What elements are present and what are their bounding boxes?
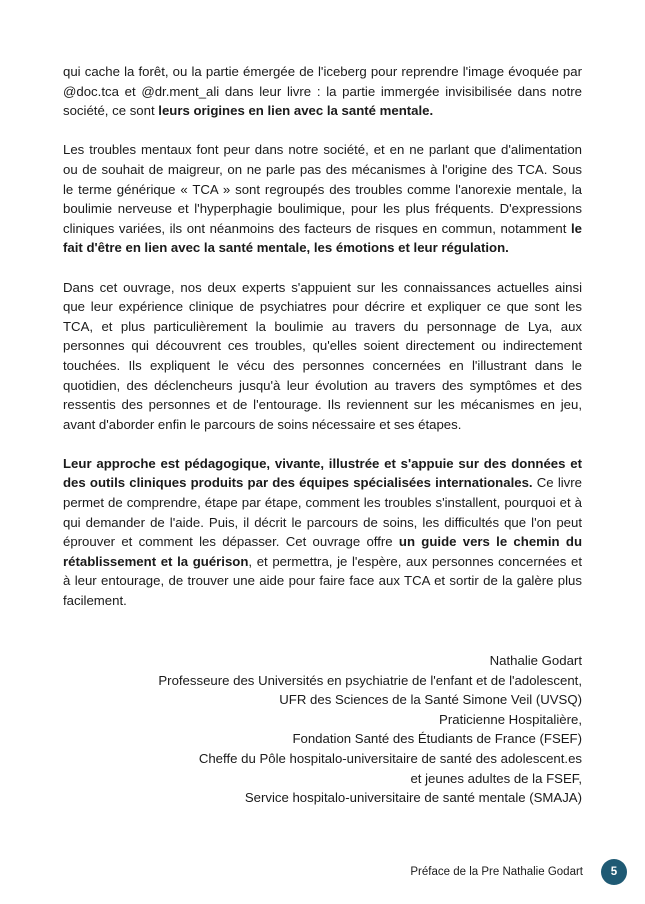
bold-segment: Leur approche est pédagogique, vivante, illustrée et s'appuie sur des données et des outils cliniques produits par des équipes spécialisées internationales. xyxy=(63,455,582,491)
page-body xyxy=(63,62,582,630)
paragraph-1 xyxy=(63,62,582,121)
bold-segment: leurs origines en lien avec la santé mentale. xyxy=(158,103,434,119)
running-title: Préface de la Pre Nathalie Godart xyxy=(410,866,583,878)
paragraph-2 xyxy=(63,140,582,258)
text-segment: Ce livre permet de comprendre, étape par étape, comment les troubles s'installent, pourquoi et à qui demander de l'aide. Puis, il décrit le parcours de soins, les difficultés que l'on peut éprouver et comment les dépasser. Cet ouvrage offre xyxy=(63,475,582,550)
signature-block xyxy=(62,651,582,808)
page-footer xyxy=(410,859,627,885)
signature-name: Nathalie Godart xyxy=(489,653,582,668)
paragraph-3 xyxy=(63,278,582,435)
text-segment: , et permettra, je l'espère, aux personnes concernées et à leur entourage, de trouver une aide pour faire face aux TCA et sortir de la galère plus facilement. xyxy=(63,553,582,609)
signature-line: Service hospitalo-universitaire de santé mentale (SMAJA) xyxy=(244,790,582,806)
signature-line: UFR des Sciences de la Santé Simone Veil (UVSQ) xyxy=(279,692,582,708)
text-segment: Dans cet ouvrage, nos deux experts s'appuient sur les connaissances actuelles ainsi que leur expérience clinique de psychiatres pour décrire et expliquer ce que sont les TCA, et plus particulièrement la boulimie au travers du personnage de Lya, aux personnes qui découvrent ces troubles, qu'elles soient directement ou indirectement touchées. Ils expliquent le vécu des personnes concernées en l'illustrant dans le quotidien, des déclencheurs jusqu'à leur évolution au travers des symptômes et des ressentis des personnes et de l'entourage. Ils reviennent sur les mécanismes en jeu, avant d'aborder enfin le parcours de soins nécessaire et ses étapes. xyxy=(63,279,582,432)
paragraph-4 xyxy=(63,454,582,611)
signature-line: et jeunes adultes de la FSEF, xyxy=(410,770,582,786)
signature-line: Fondation Santé des Étudiants de France (FSEF) xyxy=(292,731,582,747)
bold-segment: le fait d'être en lien avec la santé mentale, les émotions et leur régulation. xyxy=(63,220,582,256)
bold-segment: un guide vers le chemin du rétablissement et la guérison xyxy=(63,534,582,569)
signature-line: Professeure des Universités en psychiatrie de l'enfant et de l'adolescent, xyxy=(158,672,582,688)
text-segment: Les troubles mentaux font peur dans notre société, et en ne parlant que d'alimentation ou de souhait de maigreur, on ne parle pas des mécanismes à l'origine des TCA. Sous le terme générique « TCA » sont regroupés des troubles comme l'anorexie mentale, la boulimie nerveuse et l'hyperphagie boulimique, pour les plus fréquents. D'expressions cliniques variées, ils ont néanmoins des facteurs de risques en commun, notamment xyxy=(63,142,582,236)
signature-line: Praticienne Hospitalière, xyxy=(439,711,582,727)
signature-line: Cheffe du Pôle hospitalo-universitaire de santé des adolescent.es xyxy=(198,750,582,766)
page-number-badge: 5 xyxy=(601,859,627,885)
text-segment: qui cache la forêt, ou la partie émergée de l'iceberg pour reprendre l'image évoquée par @doc.tca et @dr.ment_ali dans leur livre : la partie immergée invisibilisée dans notre société, ce sont xyxy=(63,64,582,119)
